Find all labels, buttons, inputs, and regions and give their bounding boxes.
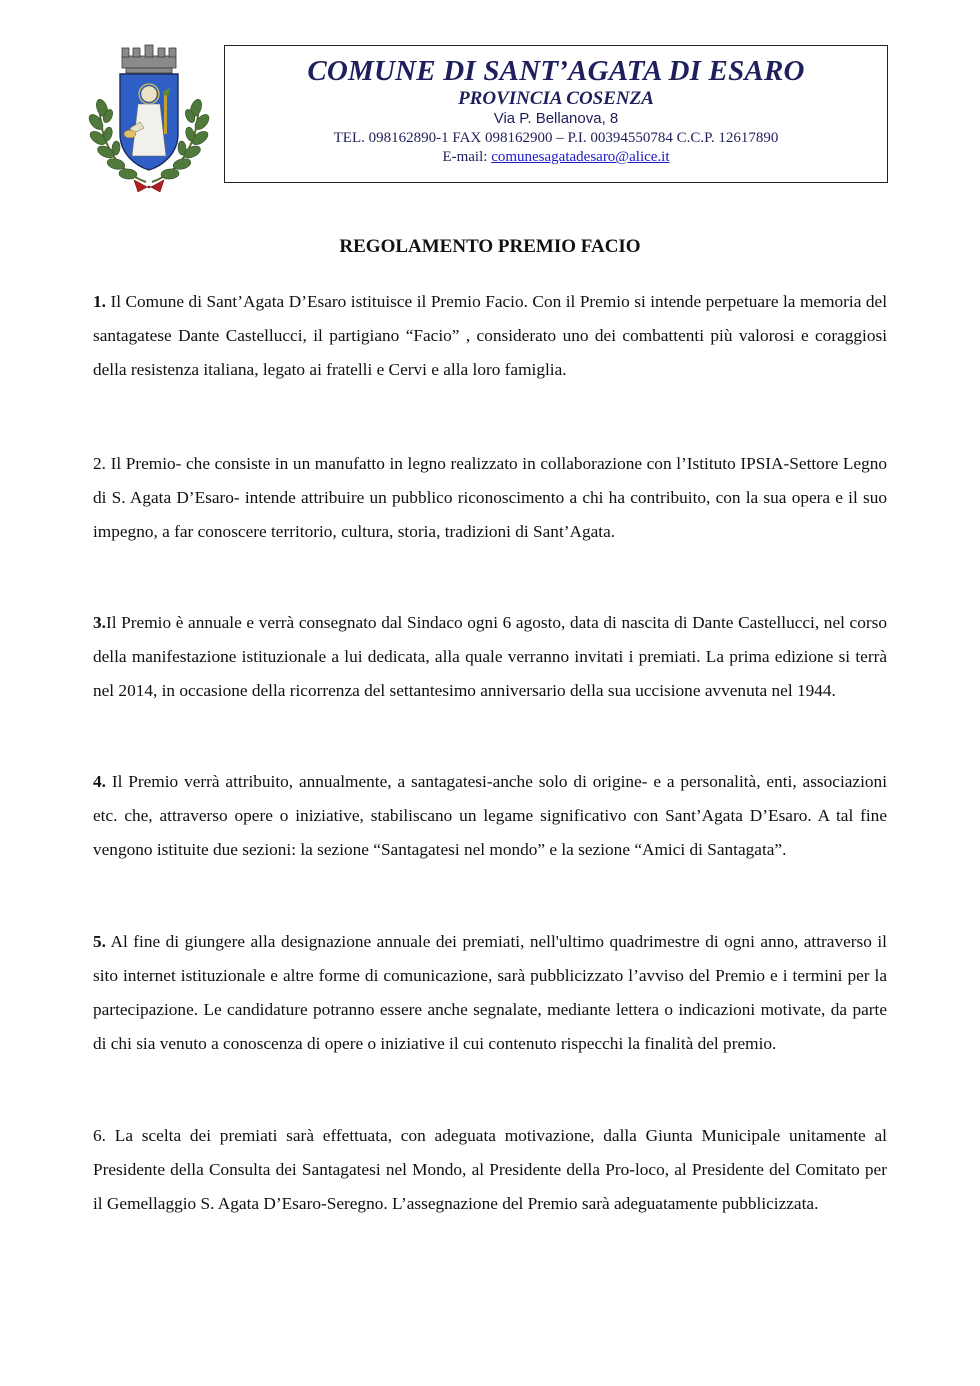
article-text: La scelta dei premiati sarà effettuata, con adeguata motivazione, dalla Giunta Municipale unitamente al Presidente della Consulta dei Santagatesi nel Mondo, al Presidente della Pro-loco, al Presidente del Comitato per il Gemellaggio S. Agata D’Esaro-Seregno. L’assegnazione del Premio sarà adeguatamente pubblicizzata. <box>93 1126 887 1214</box>
article-2 <box>93 447 887 549</box>
letterhead-box <box>224 45 888 183</box>
article-number: 4. <box>93 772 106 791</box>
article-text: Il Premio verrà attribuito, annualmente, a santagatesi-anche solo di origine- e a personalità, enti, associazioni etc. che, attraverso opere o iniziative, stabiliscano un legame significativo con Sant’Agata D’Esaro. A tal fine vengono istituite due sezioni: la sezione “Santagatesi nel mondo” e la sezione “Amici di Santagata”. <box>93 772 887 860</box>
article-number: 5. <box>93 932 106 951</box>
document-title: REGOLAMENTO PREMIO FACIO <box>339 236 641 257</box>
municipal-coat-of-arms-icon <box>88 42 210 194</box>
article-text: Al fine di giungere alla designazione annuale dei premiati, nell'ultimo quadrimestre di ogni anno, attraverso il sito internet istituzionale e altre forme di comunicazione, sarà pubblicizzato l’avviso del Premio e i termini per la partecipazione. Le candidature potranno essere anche segnalate, mediante lettera o indicazioni motivate, da parte di chi sia venuto a conoscenza di opere o iniziative il cui contenuto rispecchi la finalità del premio. <box>93 932 887 1054</box>
article-text: Il Premio- che consiste in un manufatto in legno realizzato in collaborazione con l’Istituto IPSIA-Settore Legno di S. Agata D’Esaro- intende attribuire un pubblico riconoscimento a chi ha contribuito, con la sua opera e il suo impegno, a far conoscere territorio, cultura, storia, tradizioni di Sant’Agata. <box>93 454 887 542</box>
article-5 <box>93 925 887 1061</box>
municipality-name: COMUNE DI SANT’AGATA DI ESARO <box>307 55 805 87</box>
article-1 <box>93 285 887 387</box>
article-number: 1. <box>93 292 106 311</box>
article-3 <box>93 606 887 708</box>
article-number: 3. <box>93 613 106 632</box>
article-number: 6. <box>93 1126 106 1145</box>
article-text: Il Comune di Sant’Agata D’Esaro istituisce il Premio Facio. Con il Premio si intende perpetuare la memoria del santagatese Dante Castellucci, il partigiano “Facio” , considerato uno dei combattenti più valorosi e coraggiosi della resistenza italiana, legato ai fratelli e Cervi e alla loro famiglia. <box>93 292 887 380</box>
article-6 <box>93 1119 887 1221</box>
contact-numbers: TEL. 098162890-1 FAX 098162900 – P.I. 00394550784 C.C.P. 12617890 <box>333 130 779 146</box>
municipality-address: Via P. Bellanova, 8 <box>493 110 619 127</box>
article-4 <box>93 765 887 867</box>
email-link[interactable]: comunesagatadesaro@alice.it <box>491 149 670 165</box>
email-line <box>225 148 887 167</box>
province-name: PROVINCIA COSENZA <box>458 88 654 109</box>
article-number: 2. <box>93 454 106 473</box>
email-label: E-mail: <box>442 149 492 165</box>
article-text: Il Premio è annuale e verrà consegnato dal Sindaco ogni 6 agosto, data di nascita di Dante Castellucci, nel corso della manifestazione istituzionale a lui dedicata, alla quale verranno invitati i premiati. La prima edizione si terrà nel 2014, in occasione della ricorrenza del settantesimo anniversario della sua uccisione avvenuta nel 1944. <box>93 613 887 701</box>
